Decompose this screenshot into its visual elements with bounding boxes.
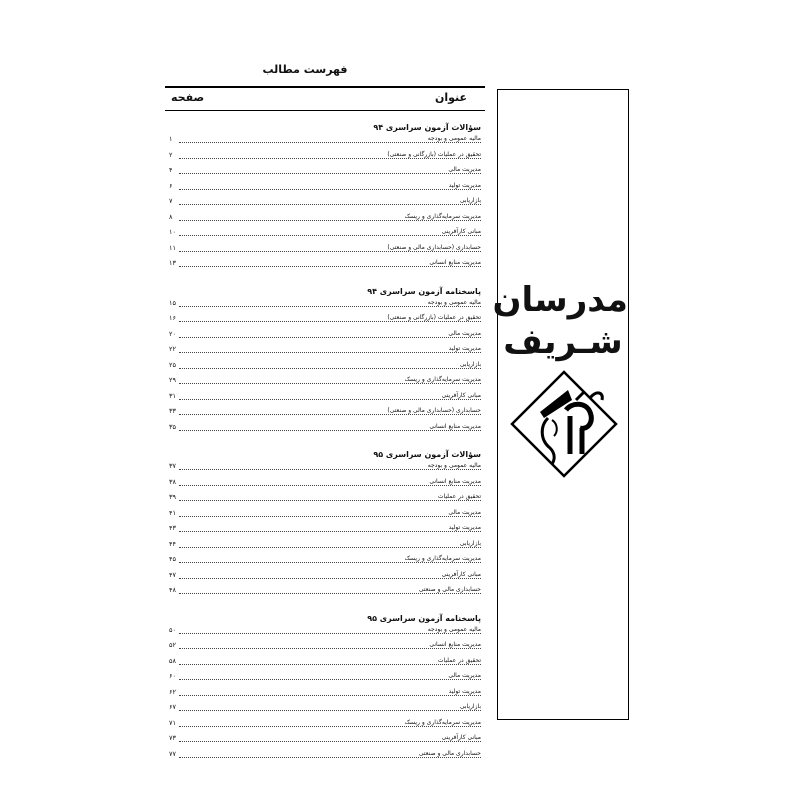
- section-title: پاسخنامه آزمون سراسری ۹۴: [367, 286, 481, 296]
- dot-leader: [179, 562, 481, 563]
- entry-page-number: ۳۵: [169, 423, 179, 431]
- entry-label: مدیریت تولید: [448, 181, 481, 189]
- entry-label: مدیریت منابع انسانی: [429, 422, 481, 430]
- dot-leader: [179, 220, 481, 221]
- toc-entry[interactable]: [165, 523, 485, 539]
- dot-leader: [179, 710, 481, 711]
- entry-page-number: ۶۲: [169, 688, 179, 696]
- entry-page-number: ۳۱: [169, 392, 179, 400]
- dot-leader: [179, 306, 481, 307]
- entry-page-number: ۴۵: [169, 555, 179, 563]
- table-of-contents: [165, 110, 485, 764]
- toc-entry[interactable]: [165, 687, 485, 703]
- entry-label: مدیریت منابع انسانی: [429, 641, 481, 648]
- toc-entry[interactable]: [165, 298, 485, 314]
- entry-label: حسابداری مالی و صنعتی: [418, 586, 481, 593]
- brand-name-line2: شـریف: [503, 322, 623, 362]
- dot-leader: [179, 593, 481, 594]
- toc-entry[interactable]: [165, 258, 485, 274]
- entry-label: بازاریابی: [459, 539, 481, 547]
- entry-label: مدیریت تولید: [448, 687, 481, 695]
- entry-label: مدیریت تولید: [448, 345, 481, 352]
- dot-leader: [179, 664, 481, 665]
- toc-entry[interactable]: [165, 492, 485, 508]
- entry-page-number: ۱۰: [169, 228, 179, 236]
- toc-entry[interactable]: [165, 749, 485, 765]
- entry-label: مدیریت سرمایه‌گذاری و ریسک: [404, 718, 481, 726]
- entry-page-number: ۳۹: [169, 493, 179, 501]
- entry-label: مالیه عمومی و بودجه: [427, 625, 481, 633]
- entry-page-number: ۷: [169, 197, 179, 205]
- entry-label: بازاریابی: [459, 360, 481, 368]
- entry-label: مدیریت مالی: [448, 672, 481, 679]
- brand-name-line1: مدرسان: [492, 280, 628, 320]
- entry-page-number: ۵۲: [169, 641, 179, 649]
- dot-leader: [179, 695, 481, 696]
- section-heading: [165, 601, 485, 625]
- entry-label: حسابداری مالی و صنعتی: [418, 749, 481, 757]
- entry-label: مدیریت مالی: [448, 508, 481, 516]
- entry-page-number: ۳۳: [169, 407, 179, 415]
- entry-page-number: ۲۰: [169, 330, 179, 338]
- entry-page-number: ۱۱: [169, 244, 179, 252]
- toc-entry[interactable]: [165, 625, 485, 641]
- dot-leader: [179, 430, 481, 431]
- entry-page-number: ۷۳: [169, 734, 179, 742]
- entry-label: تحقیق در عملیات (بازرگانی و صنعتی): [387, 314, 481, 321]
- toc-entry[interactable]: [165, 461, 485, 477]
- entry-page-number: ۴۷: [169, 571, 179, 579]
- entry-label: مالیه عمومی و بودجه: [427, 135, 481, 142]
- toc-entry[interactable]: [165, 702, 485, 718]
- dot-leader: [179, 337, 481, 338]
- entry-label: بازاریابی: [459, 703, 481, 710]
- toc-entry[interactable]: [165, 585, 485, 601]
- dot-leader: [179, 399, 481, 400]
- entry-page-number: ۶۰: [169, 672, 179, 680]
- toc-entry[interactable]: [165, 656, 485, 672]
- section-heading: [165, 437, 485, 461]
- toc-entry[interactable]: [165, 134, 485, 150]
- toc-entry[interactable]: [165, 718, 485, 734]
- toc-entry[interactable]: [165, 539, 485, 555]
- entry-label: تحقیق در عملیات: [437, 656, 481, 664]
- entry-label: مبانی کارآفرینی: [441, 391, 481, 399]
- toc-entry[interactable]: [165, 640, 485, 656]
- entry-label: مالیه عمومی و بودجه: [427, 462, 481, 469]
- dot-leader: [179, 531, 481, 532]
- toc-entry[interactable]: [165, 554, 485, 570]
- entry-page-number: ۴۱: [169, 509, 179, 517]
- dot-leader: [179, 679, 481, 680]
- entry-page-number: ۴۸: [169, 586, 179, 594]
- toc-entry[interactable]: [165, 477, 485, 493]
- toc-entry[interactable]: [165, 227, 485, 243]
- entry-page-number: ۶۷: [169, 703, 179, 711]
- dot-leader: [179, 235, 481, 236]
- section-title: سؤالات آزمون سراسری ۹۴: [373, 123, 481, 132]
- page-column-header: صفحه: [171, 91, 205, 104]
- toc-entry[interactable]: [165, 406, 485, 422]
- entry-page-number: ۴: [169, 166, 179, 174]
- dot-leader: [179, 189, 481, 190]
- section-title: سؤالات آزمون سراسری ۹۵: [373, 450, 481, 459]
- title-column-header: عنوان: [434, 91, 467, 104]
- dot-leader: [179, 469, 481, 470]
- brand-panel: [492, 89, 629, 720]
- section-heading: [165, 274, 485, 298]
- entry-page-number: ۱۶: [169, 314, 179, 322]
- toc-entry[interactable]: [165, 212, 485, 228]
- page-title: فهرست مطالب: [262, 63, 348, 76]
- entry-page-number: ۵۸: [169, 657, 179, 665]
- toc-entry[interactable]: [165, 733, 485, 749]
- toc-entry[interactable]: [165, 360, 485, 376]
- entry-label: تحقیق در عملیات (بازرگانی و صنعتی): [387, 150, 481, 158]
- entry-label: تحقیق در عملیات: [437, 493, 481, 500]
- entry-page-number: ۳۷: [169, 462, 179, 470]
- dot-leader: [179, 266, 481, 267]
- entry-page-number: ۴۴: [169, 540, 179, 548]
- dot-leader: [179, 204, 481, 205]
- dot-leader: [179, 368, 481, 369]
- entry-label: مدیریت سرمایه‌گذاری و ریسک: [404, 555, 481, 562]
- entry-page-number: ۶: [169, 182, 179, 190]
- dot-leader: [179, 321, 481, 322]
- toc-entry[interactable]: [165, 196, 485, 212]
- entry-page-number: ۱۳: [169, 259, 179, 267]
- entry-label: مبانی کارآفرینی: [441, 228, 481, 235]
- dot-leader: [179, 726, 481, 727]
- entry-label: حسابداری (حسابداری مالی و صنعتی): [387, 243, 481, 251]
- dot-leader: [179, 578, 481, 579]
- entry-label: مالیه عمومی و بودجه: [427, 298, 481, 306]
- entry-label: حسابداری (حسابداری مالی و صنعتی): [387, 407, 481, 414]
- dot-leader: [179, 251, 481, 252]
- toc-entry[interactable]: [165, 508, 485, 524]
- entry-label: مدیریت سرمایه‌گذاری و ریسک: [404, 376, 481, 383]
- dot-leader: [179, 516, 481, 517]
- toc-entry[interactable]: [165, 150, 485, 166]
- entry-page-number: ۸: [169, 213, 179, 221]
- section-heading: [165, 110, 485, 134]
- toc-entry[interactable]: [165, 344, 485, 360]
- toc-entry[interactable]: [165, 313, 485, 329]
- entry-label: مبانی کارآفرینی: [441, 570, 481, 578]
- entry-label: مدیریت مالی: [448, 166, 481, 173]
- toc-entry[interactable]: [165, 375, 485, 391]
- toc-entry[interactable]: [165, 671, 485, 687]
- dot-leader: [179, 741, 481, 742]
- dot-leader: [179, 633, 481, 634]
- brand-logo-icon: [510, 370, 618, 478]
- toc-header: [165, 86, 485, 111]
- dot-leader: [179, 485, 481, 486]
- entry-label: مدیریت سرمایه‌گذاری و ریسک: [404, 212, 481, 220]
- dot-leader: [179, 352, 481, 353]
- entry-page-number: ۷۱: [169, 719, 179, 727]
- toc-entry[interactable]: [165, 391, 485, 407]
- dot-leader: [179, 757, 481, 758]
- toc-entry[interactable]: [165, 181, 485, 197]
- dot-leader: [179, 158, 481, 159]
- entry-label: مدیریت تولید: [448, 524, 481, 531]
- toc-entry[interactable]: [165, 243, 485, 259]
- toc-entry[interactable]: [165, 329, 485, 345]
- dot-leader: [179, 383, 481, 384]
- entry-page-number: ۴۳: [169, 524, 179, 532]
- entry-label: بازاریابی: [459, 197, 481, 204]
- entry-label: مدیریت منابع انسانی: [429, 259, 481, 266]
- dot-leader: [179, 648, 481, 649]
- entry-page-number: ۱: [169, 135, 179, 143]
- entry-page-number: ۱۵: [169, 299, 179, 307]
- dot-leader: [179, 547, 481, 548]
- entry-page-number: ۲۵: [169, 361, 179, 369]
- toc-entry[interactable]: [165, 165, 485, 181]
- dot-leader: [179, 173, 481, 174]
- section-title: پاسخنامه آزمون سراسری ۹۵: [367, 613, 481, 623]
- entry-page-number: ۳۸: [169, 478, 179, 486]
- dot-leader: [179, 142, 481, 143]
- entry-page-number: ۲: [169, 151, 179, 159]
- entry-page-number: ۲۹: [169, 376, 179, 384]
- entry-label: مبانی کارآفرینی: [441, 734, 481, 741]
- toc-entry[interactable]: [165, 570, 485, 586]
- entry-label: مدیریت منابع انسانی: [429, 477, 481, 485]
- entry-page-number: ۷۷: [169, 750, 179, 758]
- entry-page-number: ۵۰: [169, 626, 179, 634]
- entry-label: مدیریت مالی: [448, 329, 481, 337]
- toc-entry[interactable]: [165, 422, 485, 438]
- entry-page-number: ۲۲: [169, 345, 179, 353]
- dot-leader: [179, 414, 481, 415]
- dot-leader: [179, 500, 481, 501]
